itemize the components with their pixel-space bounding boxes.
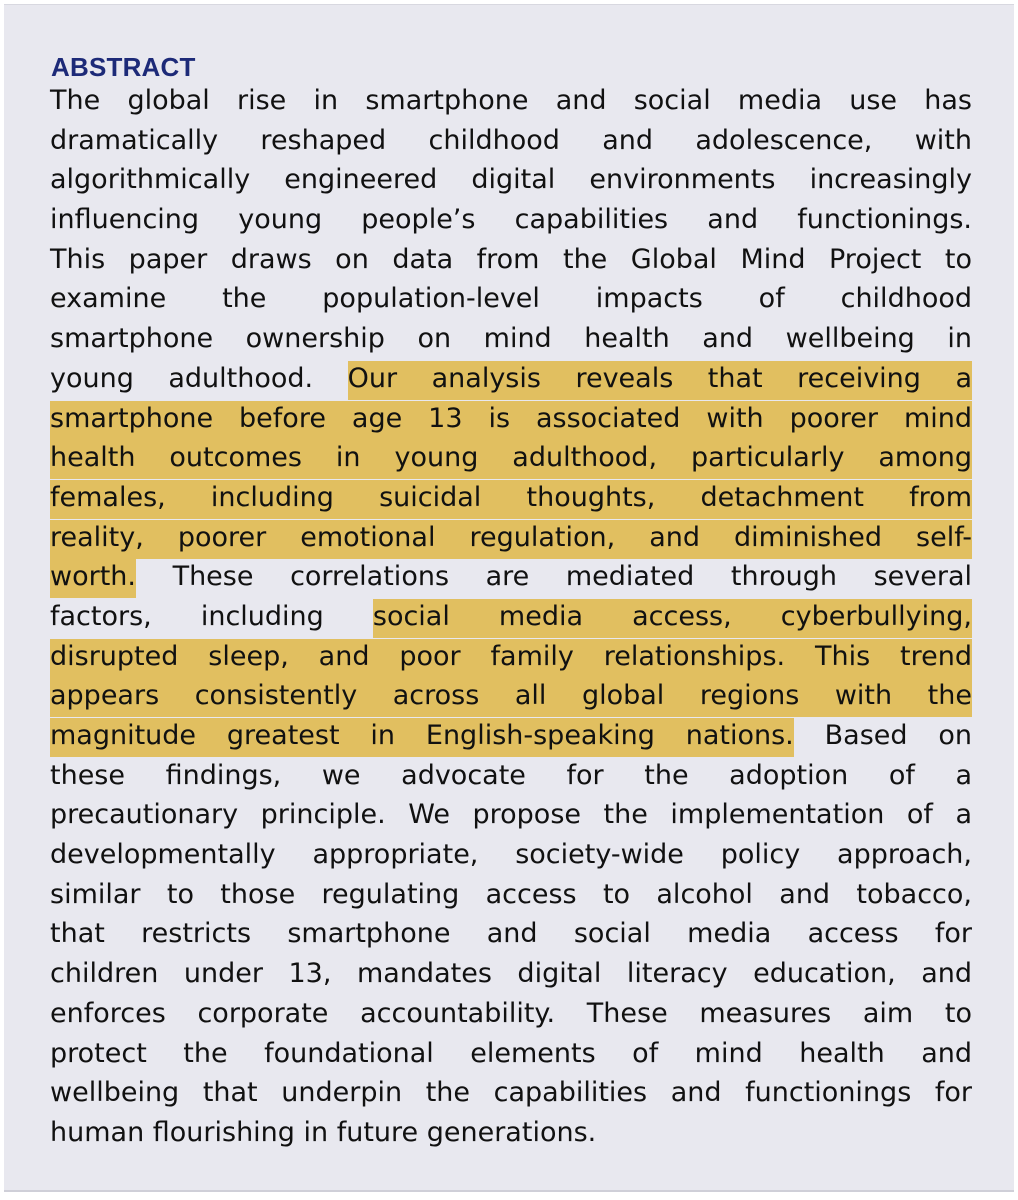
abstract-text: smartphone ownership on mind health and wellbeing in (50, 323, 972, 355)
abstract-line (50, 795, 972, 835)
abstract-text: influencing young people’s capabilities and functionings. (50, 204, 972, 236)
abstract-line (50, 200, 972, 240)
abstract-line (50, 835, 972, 875)
abstract-line (50, 1034, 972, 1074)
abstract-line (50, 240, 972, 280)
abstract-text: algorithmically engineered digital environments increasingly (50, 164, 972, 196)
abstract-line (50, 875, 972, 915)
abstract-line (50, 319, 972, 359)
abstract-text: wellbeing that underpin the capabilities and functionings for (50, 1077, 972, 1109)
abstract-line (50, 1113, 972, 1153)
highlighted-text: social media access, cyberbullying, (373, 599, 972, 638)
highlighted-text: health outcomes in young adulthood, particularly among (50, 440, 972, 479)
abstract-text: The global rise in smartphone and social media use has (50, 85, 972, 116)
abstract-line (50, 914, 972, 954)
abstract-panel (4, 4, 1014, 1192)
abstract-line (50, 1073, 972, 1113)
highlighted-text: worth. (50, 559, 136, 598)
abstract-line (50, 438, 972, 478)
abstract-text: examine the population-level impacts of childhood (50, 283, 972, 315)
abstract-text: precautionary principle. We propose the implementation of a (50, 799, 972, 831)
highlighted-text: reality, poorer emotional regulation, and diminished self- (50, 520, 972, 559)
highlighted-text: females, including suicidal thoughts, detachment from (50, 480, 972, 519)
abstract-line (50, 716, 972, 756)
highlighted-text: smartphone before age 13 is associated with poorer mind (50, 401, 972, 440)
abstract-text: factors, including (50, 600, 373, 632)
abstract-line (50, 637, 972, 677)
highlighted-text: magnitude greatest in English-speaking nations. (50, 718, 794, 757)
abstract-line (50, 676, 972, 716)
abstract-text: developmentally appropriate, society-wide policy approach, (50, 839, 972, 871)
abstract-text: these findings, we advocate for the adoption of a (50, 759, 972, 791)
abstract-line (50, 81, 972, 121)
abstract-text: These correlations are mediated through several (135, 561, 972, 593)
abstract-text: enforces corporate accountability. These measures aim to (50, 997, 972, 1029)
abstract-text: Based on (793, 720, 972, 751)
highlighted-text: disrupted sleep, and poor family relationships. This trend (50, 639, 972, 678)
abstract-line (50, 756, 972, 796)
abstract-line (50, 160, 972, 200)
abstract-line (50, 557, 972, 597)
abstract-body (50, 81, 972, 1153)
abstract-line (50, 279, 972, 319)
abstract-text: This paper draws on data from the Global Mind Project to (50, 243, 972, 275)
abstract-text: protect the foundational elements of mind health and (50, 1037, 972, 1069)
abstract-text: dramatically reshaped childhood and adolescence, with (50, 124, 972, 156)
abstract-line (50, 359, 972, 399)
abstract-text: that restricts smartphone and social media access for (50, 918, 972, 950)
abstract-text: similar to those regulating access to alcohol and tobacco, (50, 878, 972, 910)
abstract-text: children under 13, mandates digital literacy education, and (50, 958, 972, 990)
abstract-line (50, 994, 972, 1034)
abstract-line (50, 597, 972, 637)
abstract-line (50, 518, 972, 558)
abstract-text: human flourishing in future generations. (50, 1116, 597, 1148)
abstract-line (50, 121, 972, 161)
abstract-line (50, 954, 972, 994)
abstract-line (50, 478, 972, 518)
abstract-line (50, 399, 972, 439)
abstract-heading: ABSTRACT (51, 52, 196, 82)
highlighted-text: Our analysis reveals that receiving a (348, 361, 972, 400)
abstract-text: young adulthood. (50, 362, 348, 394)
highlighted-text: appears consistently across all global regions with the (50, 678, 972, 717)
